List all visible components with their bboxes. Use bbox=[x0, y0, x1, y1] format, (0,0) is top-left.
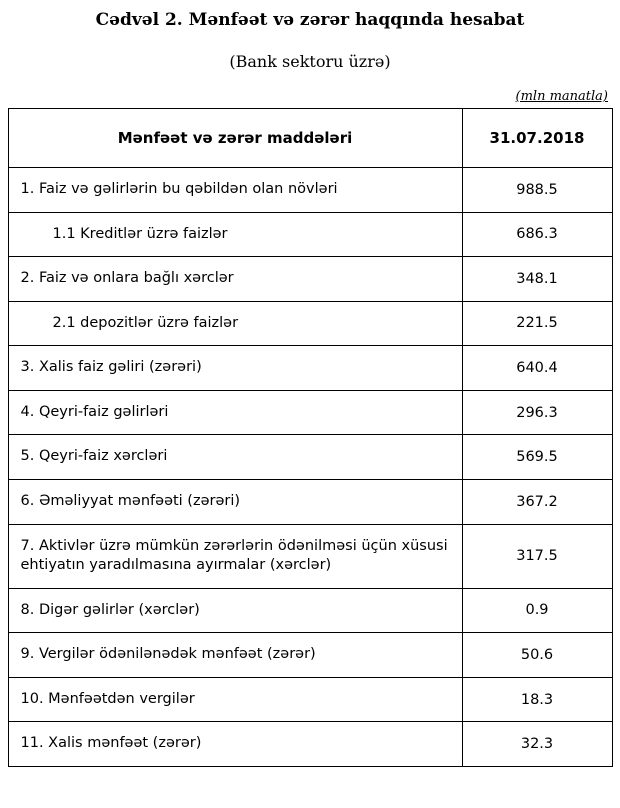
row-value: 296.3 bbox=[462, 390, 612, 435]
row-label: 6. Əməliyyat mənfəəti (zərəri) bbox=[8, 479, 462, 524]
row-label: 9. Vergilər ödənilənədək mənfəət (zərər) bbox=[8, 633, 462, 678]
row-label: 1. Faiz və gəlirlərin bu qəbildən olan növləri bbox=[8, 168, 462, 213]
row-label: 2.1 depozitlər üzrə faizlər bbox=[8, 301, 462, 346]
row-value: 317.5 bbox=[462, 524, 612, 588]
table-row bbox=[8, 212, 612, 257]
header-date-column: 31.07.2018 bbox=[462, 109, 612, 168]
unit-note: (mln manatla) bbox=[515, 89, 608, 104]
row-label: 4. Qeyri-faiz gəlirləri bbox=[8, 390, 462, 435]
row-label: 8. Digər gəlirlər (xərclər) bbox=[8, 588, 462, 633]
table-row bbox=[8, 435, 612, 480]
table-row bbox=[8, 257, 612, 302]
table-row bbox=[8, 588, 612, 633]
row-label: 11. Xalis mənfəət (zərər) bbox=[8, 722, 462, 767]
row-value: 988.5 bbox=[462, 168, 612, 213]
table-row bbox=[8, 633, 612, 678]
row-value: 569.5 bbox=[462, 435, 612, 480]
row-label: 7. Aktivlər üzrə mümkün zərərlərin ödənilməsi üçün xüsusi ehtiyatın yaradılmasına ayırmalar (xərclər) bbox=[8, 524, 462, 588]
table-header bbox=[8, 109, 612, 168]
row-value: 50.6 bbox=[462, 633, 612, 678]
row-value: 367.2 bbox=[462, 479, 612, 524]
header-row bbox=[8, 109, 612, 168]
report-table-body bbox=[8, 168, 612, 767]
row-value: 640.4 bbox=[462, 346, 612, 391]
table-row bbox=[8, 524, 612, 588]
table-row bbox=[8, 677, 612, 722]
row-label: 10. Mənfəətdən vergilər bbox=[8, 677, 462, 722]
row-label: 1.1 Kreditlər üzrə faizlər bbox=[8, 212, 462, 257]
profit-loss-table bbox=[8, 108, 613, 767]
table-row bbox=[8, 722, 612, 767]
page-subtitle: (Bank sektoru üzrə) bbox=[229, 52, 391, 71]
row-value: 0.9 bbox=[462, 588, 612, 633]
row-label: 3. Xalis faiz gəliri (zərəri) bbox=[8, 346, 462, 391]
table-row bbox=[8, 479, 612, 524]
page-title: Cədvəl 2. Mənfəət və zərər haqqında hesabat bbox=[95, 10, 525, 30]
row-label: 2. Faiz və onlara bağlı xərclər bbox=[8, 257, 462, 302]
row-value: 32.3 bbox=[462, 722, 612, 767]
row-value: 18.3 bbox=[462, 677, 612, 722]
row-value: 221.5 bbox=[462, 301, 612, 346]
table-row bbox=[8, 301, 612, 346]
table-row bbox=[8, 346, 612, 391]
row-value: 348.1 bbox=[462, 257, 612, 302]
table-row bbox=[8, 168, 612, 213]
row-value: 686.3 bbox=[462, 212, 612, 257]
row-label: 5. Qeyri-faiz xərcləri bbox=[8, 435, 462, 480]
header-items-column: Mənfəət və zərər maddələri bbox=[8, 109, 462, 168]
table-row bbox=[8, 390, 612, 435]
